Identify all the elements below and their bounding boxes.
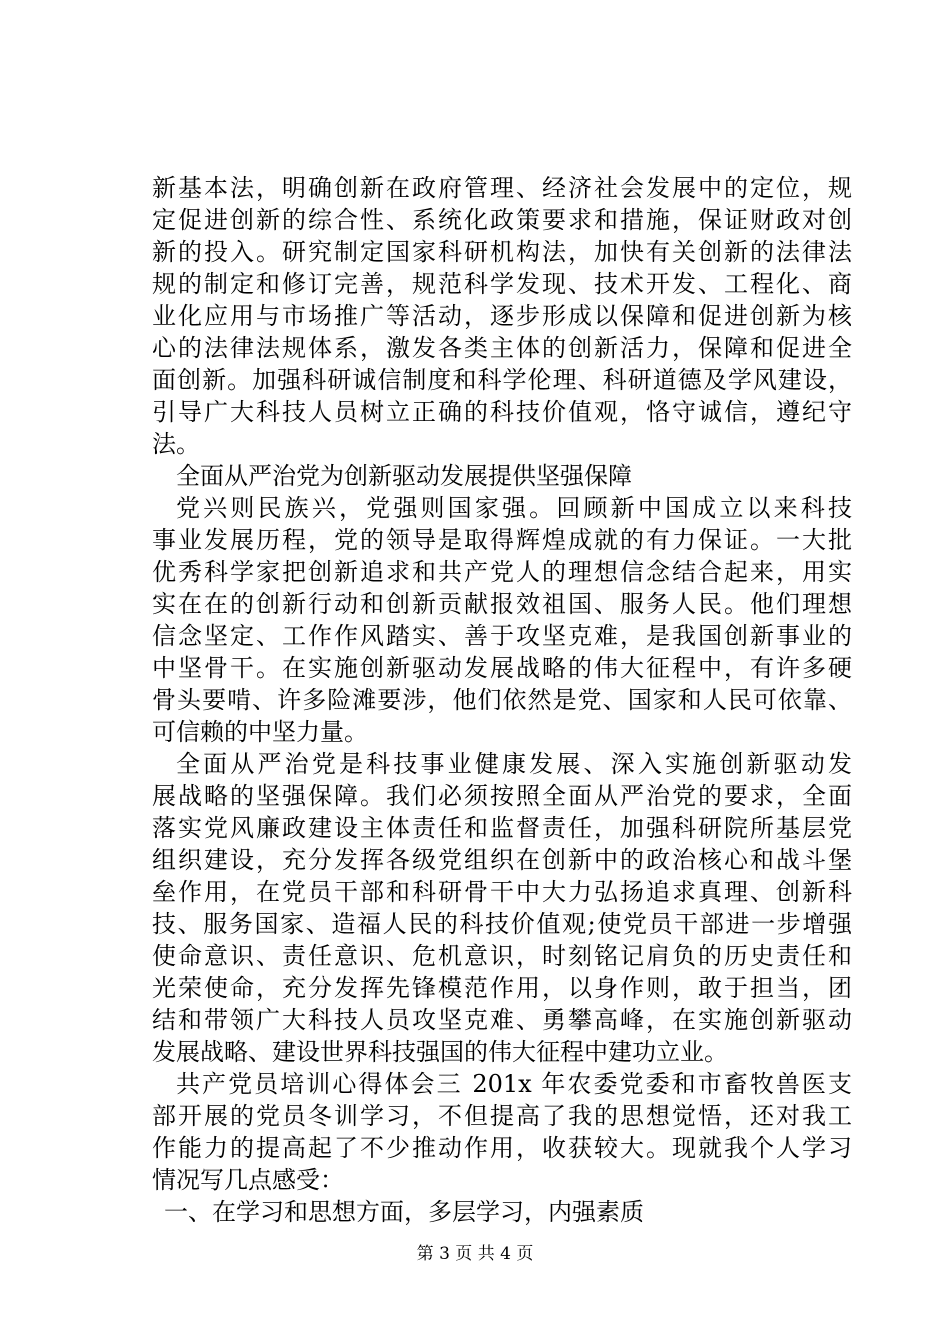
text-line: 规的制定和修订完善，规范科学发现、技术开发、工程化、商 [152,270,852,298]
page-number-footer: 第 3 页 共 4 页 [416,1244,534,1264]
text-line: 全面从严治党是科技事业健康发展、深入实施创新驱动发 [176,750,852,778]
text-line: 事业发展历程，党的领导是取得辉煌成就的有力保证。一大批 [152,526,852,554]
text-line: 结和带领广大科技人员攻坚克难、勇攀高峰，在实施创新驱动 [152,1006,852,1034]
text-line: 优秀科学家把创新追求和共产党人的理想信念结合起来，用实 [152,558,852,586]
section-heading: 一、在学习和思想方面，多层学习，内强素质 [164,1198,644,1226]
document-body [152,172,852,1228]
text-line: 展战略的坚强保障。我们必须按照全面从严治党的要求，全面 [152,782,852,810]
text-line: 定促进创新的综合性、系统化政策要求和措施，保证财政对创 [152,206,852,234]
text-line: 垒作用，在党员干部和科研骨干中大力弘扬追求真理、创新科 [152,878,852,906]
text-line: 新的投入。研究制定国家科研机构法，加快有关创新的法律法 [152,238,852,266]
text-line: 业化应用与市场推广等活动，逐步形成以保障和促进创新为核 [152,302,852,330]
text-line: 党兴则民族兴，党强则国家强。回顾新中国成立以来科技 [176,494,852,522]
text-line: 共产党员培训心得体会三 201x 年农委党委和市畜牧兽医支 [176,1070,852,1098]
text-line: 实在在的创新行动和创新贡献报效祖国、服务人民。他们理想 [152,590,852,618]
text-line: 使命意识、责任意识、危机意识，时刻铭记肩负的历史责任和 [152,942,852,970]
text-line: 部开展的党员冬训学习，不但提高了我的思想觉悟，还对我工 [152,1102,852,1130]
section-heading: 全面从严治党为创新驱动发展提供坚强保障 [176,462,632,490]
text-line: 面创新。加强科研诚信制度和科学伦理、科研道德及学风建设， [152,366,852,394]
text-line: 新基本法，明确创新在政府管理、经济社会发展中的定位，规 [152,174,852,202]
text-line: 法。 [152,430,200,458]
text-line: 落实党风廉政建设主体责任和监督责任，加强科研院所基层党 [152,814,852,842]
text-line: 技、服务国家、造福人民的科技价值观;使党员干部进一步增强 [152,910,852,938]
text-line: 发展战略、建设世界科技强国的伟大征程中建功立业。 [152,1038,728,1066]
text-line: 骨头要啃、许多险滩要涉，他们依然是党、国家和人民可依靠、 [152,686,852,714]
text-line: 作能力的提高起了不少推动作用，收获较大。现就我个人学习 [152,1134,852,1162]
text-line: 信念坚定、工作作风踏实、善于攻坚克难，是我国创新事业的 [152,622,852,650]
text-line: 情况写几点感受： [152,1166,344,1194]
text-line: 可信赖的中坚力量。 [152,718,368,746]
text-line: 引导广大科技人员树立正确的科技价值观，恪守诚信，遵纪守 [152,398,852,426]
text-line: 组织建设，充分发挥各级党组织在创新中的政治核心和战斗堡 [152,846,852,874]
text-line: 中坚骨干。在实施创新驱动发展战略的伟大征程中，有许多硬 [152,654,852,682]
text-line: 心的法律法规体系，激发各类主体的创新活力，保障和促进全 [152,334,852,362]
text-line: 光荣使命，充分发挥先锋模范作用，以身作则，敢于担当，团 [152,974,852,1002]
